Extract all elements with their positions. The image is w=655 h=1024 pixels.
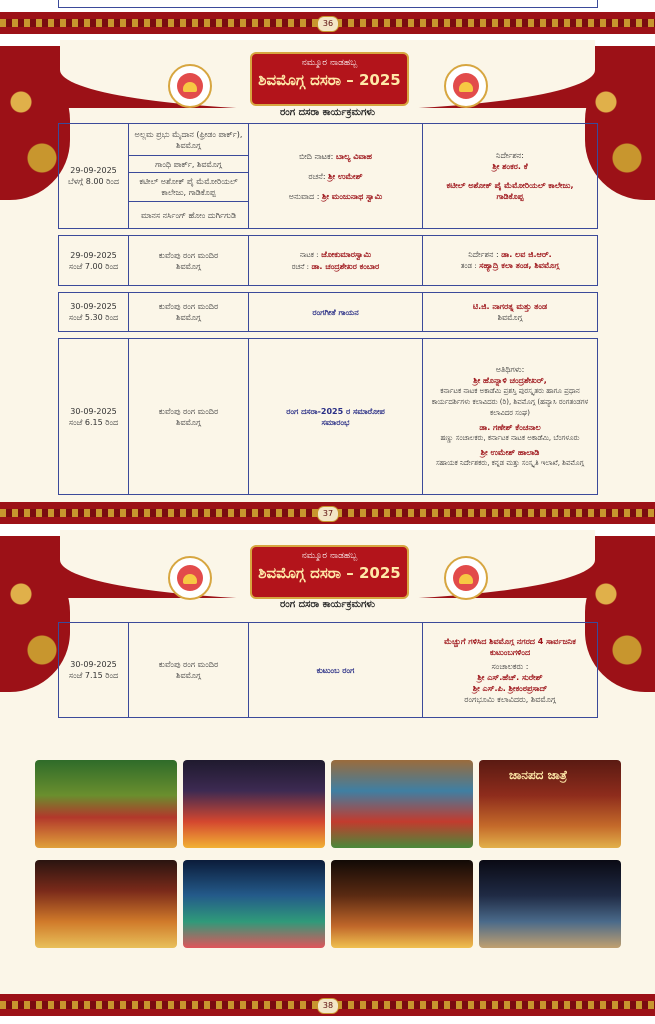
venue-cell: ಕುವೆಂಪು ರಂಗ ಮಂದಿರ ಶಿವಮೊಗ್ಗ: [128, 235, 249, 286]
event-photo: [331, 860, 473, 948]
page-38-title-box: [250, 545, 409, 599]
section-subtitle: ರಂಗ ದಸರಾ ಕಾರ್ಯಕ್ರಮಗಳು: [279, 107, 376, 118]
festival-title: ಶಿವಮೊಗ್ಗ ದಸರಾ – 2025: [258, 564, 401, 582]
event-photo: [35, 860, 177, 948]
organizer-cell: ನಿರ್ದೇಶನ: ಶ್ರೀ ಶಂಕರ. ಕೆ ಕಟೀಲ್ ಅಶೋಕ್ ಪೈ ಮೆಮೋರಿಯಲ್ ಕಾಲೇಜು, ಗಾಡಿಕೊಪ್ಪ: [422, 123, 598, 229]
page-37-title-box: [250, 52, 409, 106]
event-photo: [479, 860, 621, 948]
program-cell: ರಂಗಗೀತೆ ಗಾಯನ: [248, 292, 423, 332]
venue-cell: ಗಾಂಧಿ ಪಾರ್ಕ್, ಶಿವಮೊಗ್ಗ: [128, 155, 249, 173]
dasara-logo-icon: [168, 64, 212, 108]
event-photo: [331, 760, 473, 848]
organizer-cell: ನಿರ್ದೇಶನ : ಡಾ. ಲವ ಜಿ.ಆರ್. ತಂಡ : ಸಹ್ಯಾದ್ರಿ ಕಲಾ ತಂಡ, ಶಿವಮೊಗ್ಗ: [422, 235, 598, 286]
program-cell: ರಂಗ ದಸರಾ-2025 ರ ಸಮಾರೋಪ ಸಮಾರಂಭ: [248, 338, 423, 495]
program-cell: ಕುಟುಂಬ ರಂಗ: [248, 622, 423, 718]
page-36-table-bottom: [58, 0, 598, 8]
page-number-36: 36: [317, 16, 339, 32]
organizer-cell: ಮೆಚ್ಚುಗೆ ಗಳಿಸಿದ ಶಿವಮೊಗ್ಗ ನಗರದ 4 ಸಾರ್ವಜನಿಕ ಕುಟುಂಬಗಳಿಂದ ಸಂಚಾಲಕರು : ಶ್ರೀ ಎಸ್.ಹೆಚ್. ಸುರೇಶ್ ಶ್ರೀ ಎಸ್.ಪಿ. ಶ್ರೀಕಂಠಪ್ರಸಾದ್ ರಂಗಭೂಮಿ ಕಲಾವಿದರು, ಶಿವಮೊಗ್ಗ: [422, 622, 598, 718]
venue-cell: ಕುವೆಂಪು ರಂಗ ಮಂದಿರ ಶಿವಮೊಗ್ಗ: [128, 292, 249, 332]
dasara-logo-icon: [444, 64, 488, 108]
date-cell: 30-09-2025 ಸಂಜೆ 5.30 ರಿಂದ: [58, 292, 129, 332]
date-cell: 29-09-2025 ಸಂಜೆ 7.00 ರಿಂದ: [58, 235, 129, 286]
festival-title: ಶಿವಮೊಗ್ಗ ದಸರಾ – 2025: [258, 71, 401, 89]
organizer-cell: ಟಿ.ಜಿ. ನಾಗರತ್ನ ಮತ್ತು ತಂಡ ಶಿವಮೊಗ್ಗ: [422, 292, 598, 332]
program-cell: ನಾಟಕ : ಜೋಕುಮಾರಸ್ವಾಮಿ ರಚನೆ : ಡಾ. ಚಂದ್ರಶೇಖರ ಕಂಬಾರ: [248, 235, 423, 286]
photo-banner-text: ಜಾನಪದ ಜಾತ್ರೆ: [509, 768, 568, 782]
event-photo: [183, 760, 325, 848]
venue-cell: ಕುವೆಂಪು ರಂಗ ಮಂದಿರ ಶಿವಮೊಗ್ಗ: [128, 622, 249, 718]
venue-cell: ಅಲ್ಲಮ ಪ್ರಭು ಮೈದಾನ (ಫ್ರೀಡಂ ಪಾರ್ಕ್), ಶಿವಮೊಗ್ಗ: [128, 123, 249, 156]
festival-tagline: ನಮ್ಮೂರ ನಾಡಹಬ್ಬ: [301, 58, 358, 68]
guests-cell: ಅತಿಥಿಗಳು: ಶ್ರೀ ಹೊನ್ನಾಳಿ ಚಂದ್ರಶೇಖರ್, ಕರ್ನಾಟಕ ನಾಟಕ ಅಕಾಡೆಮಿ ಪ್ರಶಸ್ತಿ ಪುರಸ್ಕೃತರು ಹಾಗೂ ಪ್ರಧಾನ ಕಾರ್ಯದರ್ಶಿಗಳು ಕಲಾವಿದರು (ರಿ), ಶಿವಮೊಗ್ಗ (ಹವ್ಯಾಸಿ ರಂಗತಂಡಗಳ ಕಲಾವಿದರ ಸಂಘ) ಡಾ. ಗಣೇಶ್ ಕೆಂಚನಾಲ ಹಣ್ಣು ಸಂಚಾಲಕರು, ಕರ್ನಾಟಕ ನಾಟಕ ಅಕಾಡೆಮಿ, ಬೆಂಗಳೂರು ಶ್ರೀ ಉಮೇಶ್ ಹಾಲಾಡಿ ಸಹಾಯಕ ನಿರ್ದೇಶಕರು, ಕನ್ನಡ ಮತ್ತು ಸಂಸ್ಕೃತಿ ಇಲಾಖೆ, ಶಿವಮೊಗ್ಗ: [422, 338, 598, 495]
program-cell: ಬೀದಿ ನಾಟಕ: ಬಾಲ್ಯ ವಿವಾಹ ರಚನೆ: ಶ್ರೀ ಉಮೇಶ್ ಅನುವಾದ : ಶ್ರೀ ಮಂಜುನಾಥ ಸ್ವಾಮಿ: [248, 123, 423, 229]
date-cell: 30-09-2025 ಸಂಜೆ 7.15 ರಿಂದ: [58, 622, 129, 718]
dasara-logo-icon: [168, 556, 212, 600]
venue-cell: ಮಾನಸ ನರ್ಸಿಂಗ್ ಹೋಂ ದುರ್ಗಿಗುಡಿ: [128, 201, 249, 229]
date-cell: 29-09-2025 ಬೆಳಗ್ಗೆ 8.00 ರಿಂದ: [58, 123, 129, 229]
page-number-37: 37: [317, 506, 339, 522]
event-photo: [479, 760, 621, 848]
festival-tagline: ನಮ್ಮೂರ ನಾಡಹಬ್ಬ: [301, 551, 358, 561]
page-number-38: 38: [317, 998, 339, 1014]
section-subtitle: ರಂಗ ದಸರಾ ಕಾರ್ಯಕ್ರಮಗಳು: [279, 599, 376, 610]
dasara-logo-icon: [444, 556, 488, 600]
venue-cell: ಕುವೆಂಪು ರಂಗ ಮಂದಿರ ಶಿವಮೊಗ್ಗ: [128, 338, 249, 495]
date-cell: 30-09-2025 ಸಂಜೆ 6.15 ರಿಂದ: [58, 338, 129, 495]
event-photo: [35, 760, 177, 848]
event-photo: [183, 860, 325, 948]
venue-cell: ಕಟೀಲ್ ಅಶೋಕ್ ಪೈ ಮೆಮೋರಿಯಲ್ ಕಾಲೇಜು, ಗಾಡಿಕೊಪ್ಪ: [128, 172, 249, 202]
